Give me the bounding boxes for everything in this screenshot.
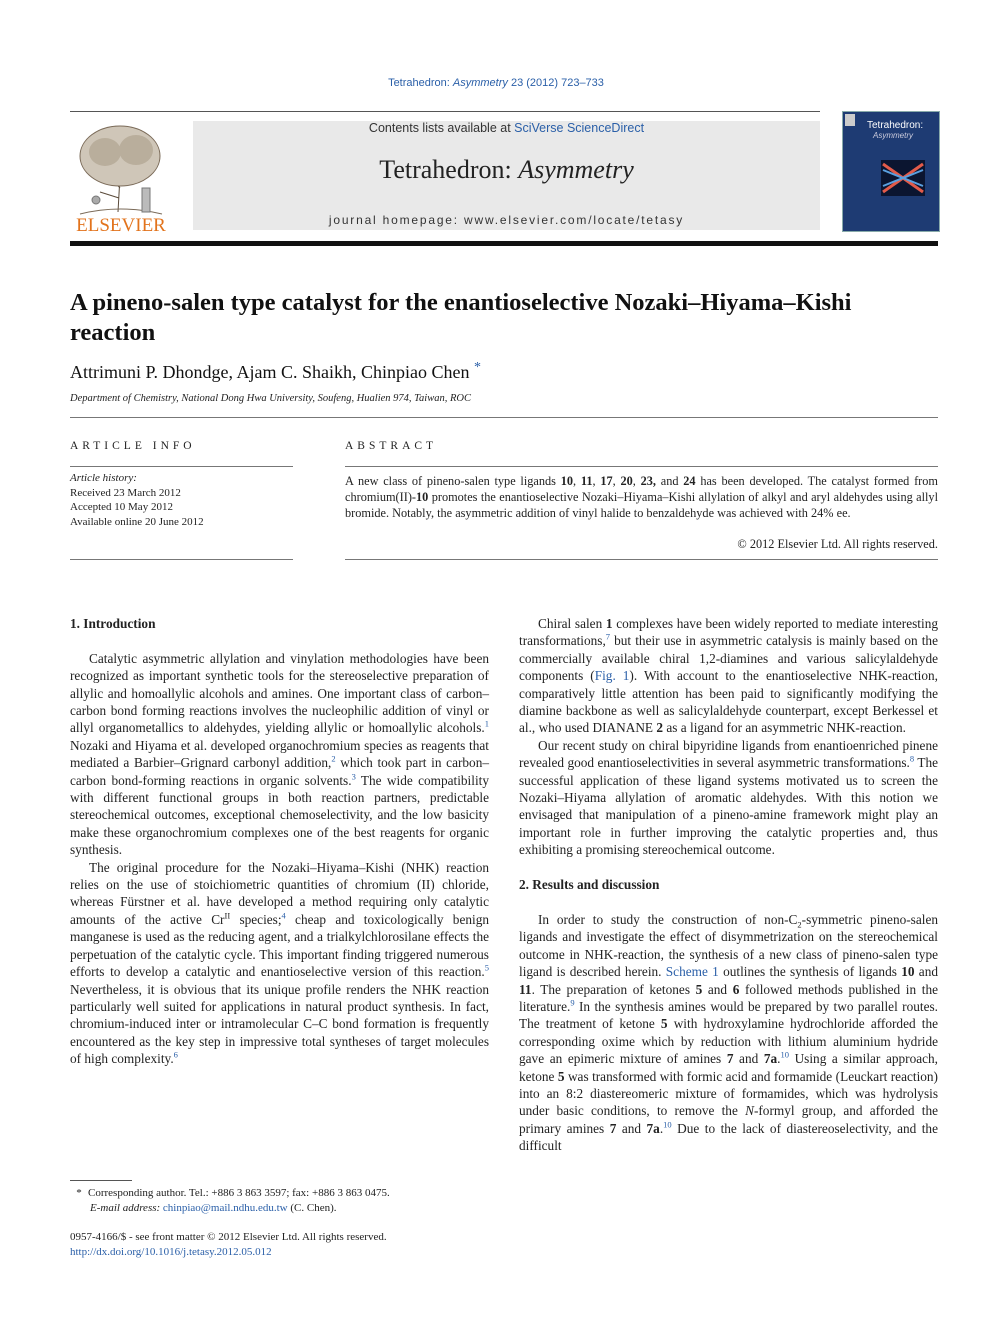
citation-journal-italic: Asymmetry — [452, 77, 508, 89]
corresponding-footnote — [70, 1186, 390, 1215]
history-label: Article history: — [70, 472, 137, 484]
section-heading-results: 2. Results and discussion — [519, 877, 660, 893]
body-column-left — [70, 615, 489, 1068]
intro-paragraph-4: Our recent study on chiral bipyridine ligands from enantioenriched pinene revealed good enantioselectivities in several asymmetric transformations.$^8$ The successful application of these ligand systems motivated us to screen the Nozaki–Hiyama allylation of aromatic aldehydes. With this notion we envisaged that manipulation of a pineno-amine framework might play an important role in further improving the catalytic properties and, thus exhibiting a promising stereochemical outcome. — [519, 737, 938, 858]
homepage-url[interactable]: www.elsevier.com/locate/tetasy — [464, 213, 685, 227]
front-matter-info — [70, 1230, 387, 1259]
intro-paragraph-2: The original procedure for the Nozaki–Hiyama–Kishi (NHK) reaction relies on the use of stoichiometric quantities of chromium (II) chloride, whereas Fürstner et al. have developed a method requiring only catalytic amounts of the active $Cr^{II}$ species;$^4$ cheap and toxicologically benign manganese is used as the reducing agent, and a trialkylchlorosilane effects the perpetuation of the catalytic cycle. This important finding triggered numerous efforts to develop a catalytic and enantioselective version of this reaction.$^5$ Nevertheless, it is obvious that its unique profile renders the NHK reaction particularly well suited for applications in natural product synthesis. In fact, chromium-induced inter or intramolecular C–C bond formation is frequently encountered as the key step in impressive total syntheses of target molecules of high complexity.$^6$ — [70, 859, 490, 1067]
intro-paragraph-3: Chiral salen 1 complexes have been widely reported to mediate interesting transformations,$^7$ but their use in asymmetric catalysis is mainly based on the commercially available chiral 1,2-diamines and various salicylaldehyde components (Fig. 1). With account to the enantioselective NHK-reaction, comparatively little attention has been paid to significantly modifying the diamine backbone as well as salicylaldehyde counterpart, except Berkessel et al., who used DIANANE 2 as a ligand for an asymmetric NHK-reaction. — [519, 616, 938, 736]
history-online: Available online 20 June 2012 — [70, 515, 204, 528]
abstract-rule-top — [345, 466, 938, 467]
affiliation: Department of Chemistry, National Dong Hwa University, Soufeng, Hualien 974, Taiwan, ROC — [70, 393, 471, 404]
section-heading-introduction: 1. Introduction — [70, 616, 156, 631]
citation-ref[interactable]: 6 — [173, 1049, 178, 1060]
elsevier-tree-icon — [70, 118, 172, 234]
results-paragraph-1: In order to study the construction of non-$C_2$-symmetric pineno-salen ligands and investigate the effect of disymmetrization on the stereochemical outcome in NHK-reaction, the synthesis of a new class of pineno-salen type ligand is described herein. Scheme 1 outlines the synthesis of ligands 10 and 11. The preparation of ketones 5 and 6 followed methods published in the literature.$^9$ In the synthesis amines would be prepared by two parallel routes. The treatment of ketone 5 with hydroxylamine hydrochloride afforded the corresponding oxime which by reduction with lithium aluminium hydride gave an epimeric mixture of amines 7 and 7a.$^{10}$ Using a similar approach, ketone 5 was transformed with formic acid and formamide (Leuckart reaction) into an 8:2 diastereomeric mixture of formamides, which was hydrolysis under basic conditions, to remove the N-formyl group, and afforded the primary amines 7 and 7a.$^{10}$ Due to the lack of diastereoselectivity, and the difficult — [519, 911, 938, 1154]
citation-journal: Tetrahedron: — [388, 77, 453, 89]
footnote-email-suffix: (C. Chen). — [287, 1201, 337, 1214]
citation-ref[interactable]: 5 — [484, 962, 489, 973]
doi-link[interactable]: http://dx.doi.org/10.1016/j.tetasy.2012.05.012 — [70, 1245, 272, 1258]
footnote-email-label: E-mail address: — [90, 1201, 163, 1214]
body-column-right — [519, 615, 938, 1155]
elsevier-logo[interactable] — [70, 118, 172, 234]
abstract-text: A new class of pineno-salen type ligands 10, 11, 17, 20, 23, and 24 has been developed. The catalyst formed from chromium(II)-10 promotes the enantioselective Nozaki–Hiyama–Kishi allylation of alkyl and aryl aldehydes using allyl bromide. Notably, the asymmetric addition of vinyl halide to benzaldehyde was achieved with 24% ee. — [345, 474, 938, 520]
history-received: Received 23 March 2012 — [70, 486, 181, 499]
header-thick-rule — [70, 241, 938, 246]
article-info-heading: ARTICLE INFO — [70, 440, 196, 452]
article-info-rule-bottom — [70, 559, 293, 560]
citation-ref[interactable]: 3 — [351, 771, 356, 782]
authors-text: Attrimuni P. Dhondge, Ajam C. Shaikh, Chinpiao Chen — [70, 362, 470, 382]
journal-name — [193, 155, 820, 185]
citation-ref[interactable]: 1 — [484, 719, 489, 729]
issn-line: 0957-4166/$ - see front matter © 2012 Elsevier Ltd. All rights reserved. — [70, 1231, 387, 1243]
footnote-rule — [70, 1180, 132, 1181]
cover-graphic-icon — [881, 160, 925, 196]
cover-badge-icon — [845, 114, 855, 126]
citation-ref[interactable]: 10 — [663, 1119, 672, 1130]
elsevier-wordmark: ELSEVIER — [76, 215, 166, 234]
history-accepted: Accepted 10 May 2012 — [70, 501, 173, 513]
author-list — [70, 362, 938, 383]
journal-cover[interactable] — [842, 111, 940, 232]
cover-subtitle: Asymmetry — [873, 131, 913, 140]
article-info-rule-top — [70, 466, 293, 467]
journal-homepage — [193, 213, 820, 227]
cover-title: Tetrahedron: — [867, 120, 924, 131]
citation-ref[interactable]: 9 — [570, 997, 575, 1008]
title-rule — [70, 417, 938, 418]
corresponding-author-mark[interactable]: * — [474, 360, 481, 375]
intro-paragraph-1: Catalytic asymmetric allylation and vinylation methodologies have been recognized as important synthetic tools for the stereoselective preparation of allylic and homoallylic alcohols and amines. One important class of carbon–carbon bond forming reactions involves the nucleophilic addition of vinyl or allyl organometallics to aldehydes, yielding allylic or homoallylic alcohols.$^1$ Nozaki and Hiyama et al. developed organochromium species as reagents that mediated a Barbier–Grignard carbonyl addition,$^2$ which took part in carbon–carbon bond-forming reactions in organic solvents.$^3$ The wide compatibility with different functional groups in both reaction partners, predictable stereochemical outcomes, exceptional chemoselectivity, and the low basicity make these organochromium complexes one of the best reagents for organic synthesis. — [70, 650, 489, 858]
figure-link[interactable]: Fig. 1 — [594, 668, 630, 684]
citation-ref[interactable]: 4 — [281, 910, 286, 921]
copyright-line: © 2012 Elsevier Ltd. All rights reserved. — [737, 537, 938, 551]
citation-ref[interactable]: 8 — [909, 753, 915, 764]
abstract-rule-bottom — [345, 559, 938, 560]
citation-ref[interactable]: 10 — [780, 1049, 789, 1060]
journal-banner — [193, 121, 820, 230]
sciencedirect-link[interactable]: SciVerse ScienceDirect — [514, 121, 645, 135]
footnote-mark: * — [76, 1187, 82, 1199]
article-history — [70, 471, 204, 529]
journal-citation[interactable] — [0, 77, 992, 89]
citation-ref[interactable]: 7 — [605, 631, 611, 642]
footnote-contact: Corresponding author. Tel.: +886 3 863 3597; fax: +886 3 863 0475. — [88, 1187, 390, 1199]
abstract-heading: ABSTRACT — [345, 440, 438, 452]
scheme-link[interactable]: Scheme 1 — [665, 964, 719, 980]
article-title: A pineno-salen type catalyst for the enantioselective Nozaki–Hiyama–Kishi reaction — [70, 289, 852, 346]
journal-name-main: Tetrahedron: — [379, 155, 519, 184]
author-email-link[interactable]: chinpiao@mail.ndhu.edu.tw — [162, 1201, 288, 1214]
contents-prefix: Contents lists available at — [368, 121, 515, 135]
header-rule — [70, 111, 820, 112]
citation-ref[interactable]: 2 — [331, 753, 336, 764]
citation-volume: 23 (2012) 723–733 — [507, 77, 604, 89]
contents-line — [193, 121, 820, 135]
journal-name-italic: Asymmetry — [518, 155, 634, 184]
homepage-prefix: journal homepage: — [328, 213, 465, 227]
